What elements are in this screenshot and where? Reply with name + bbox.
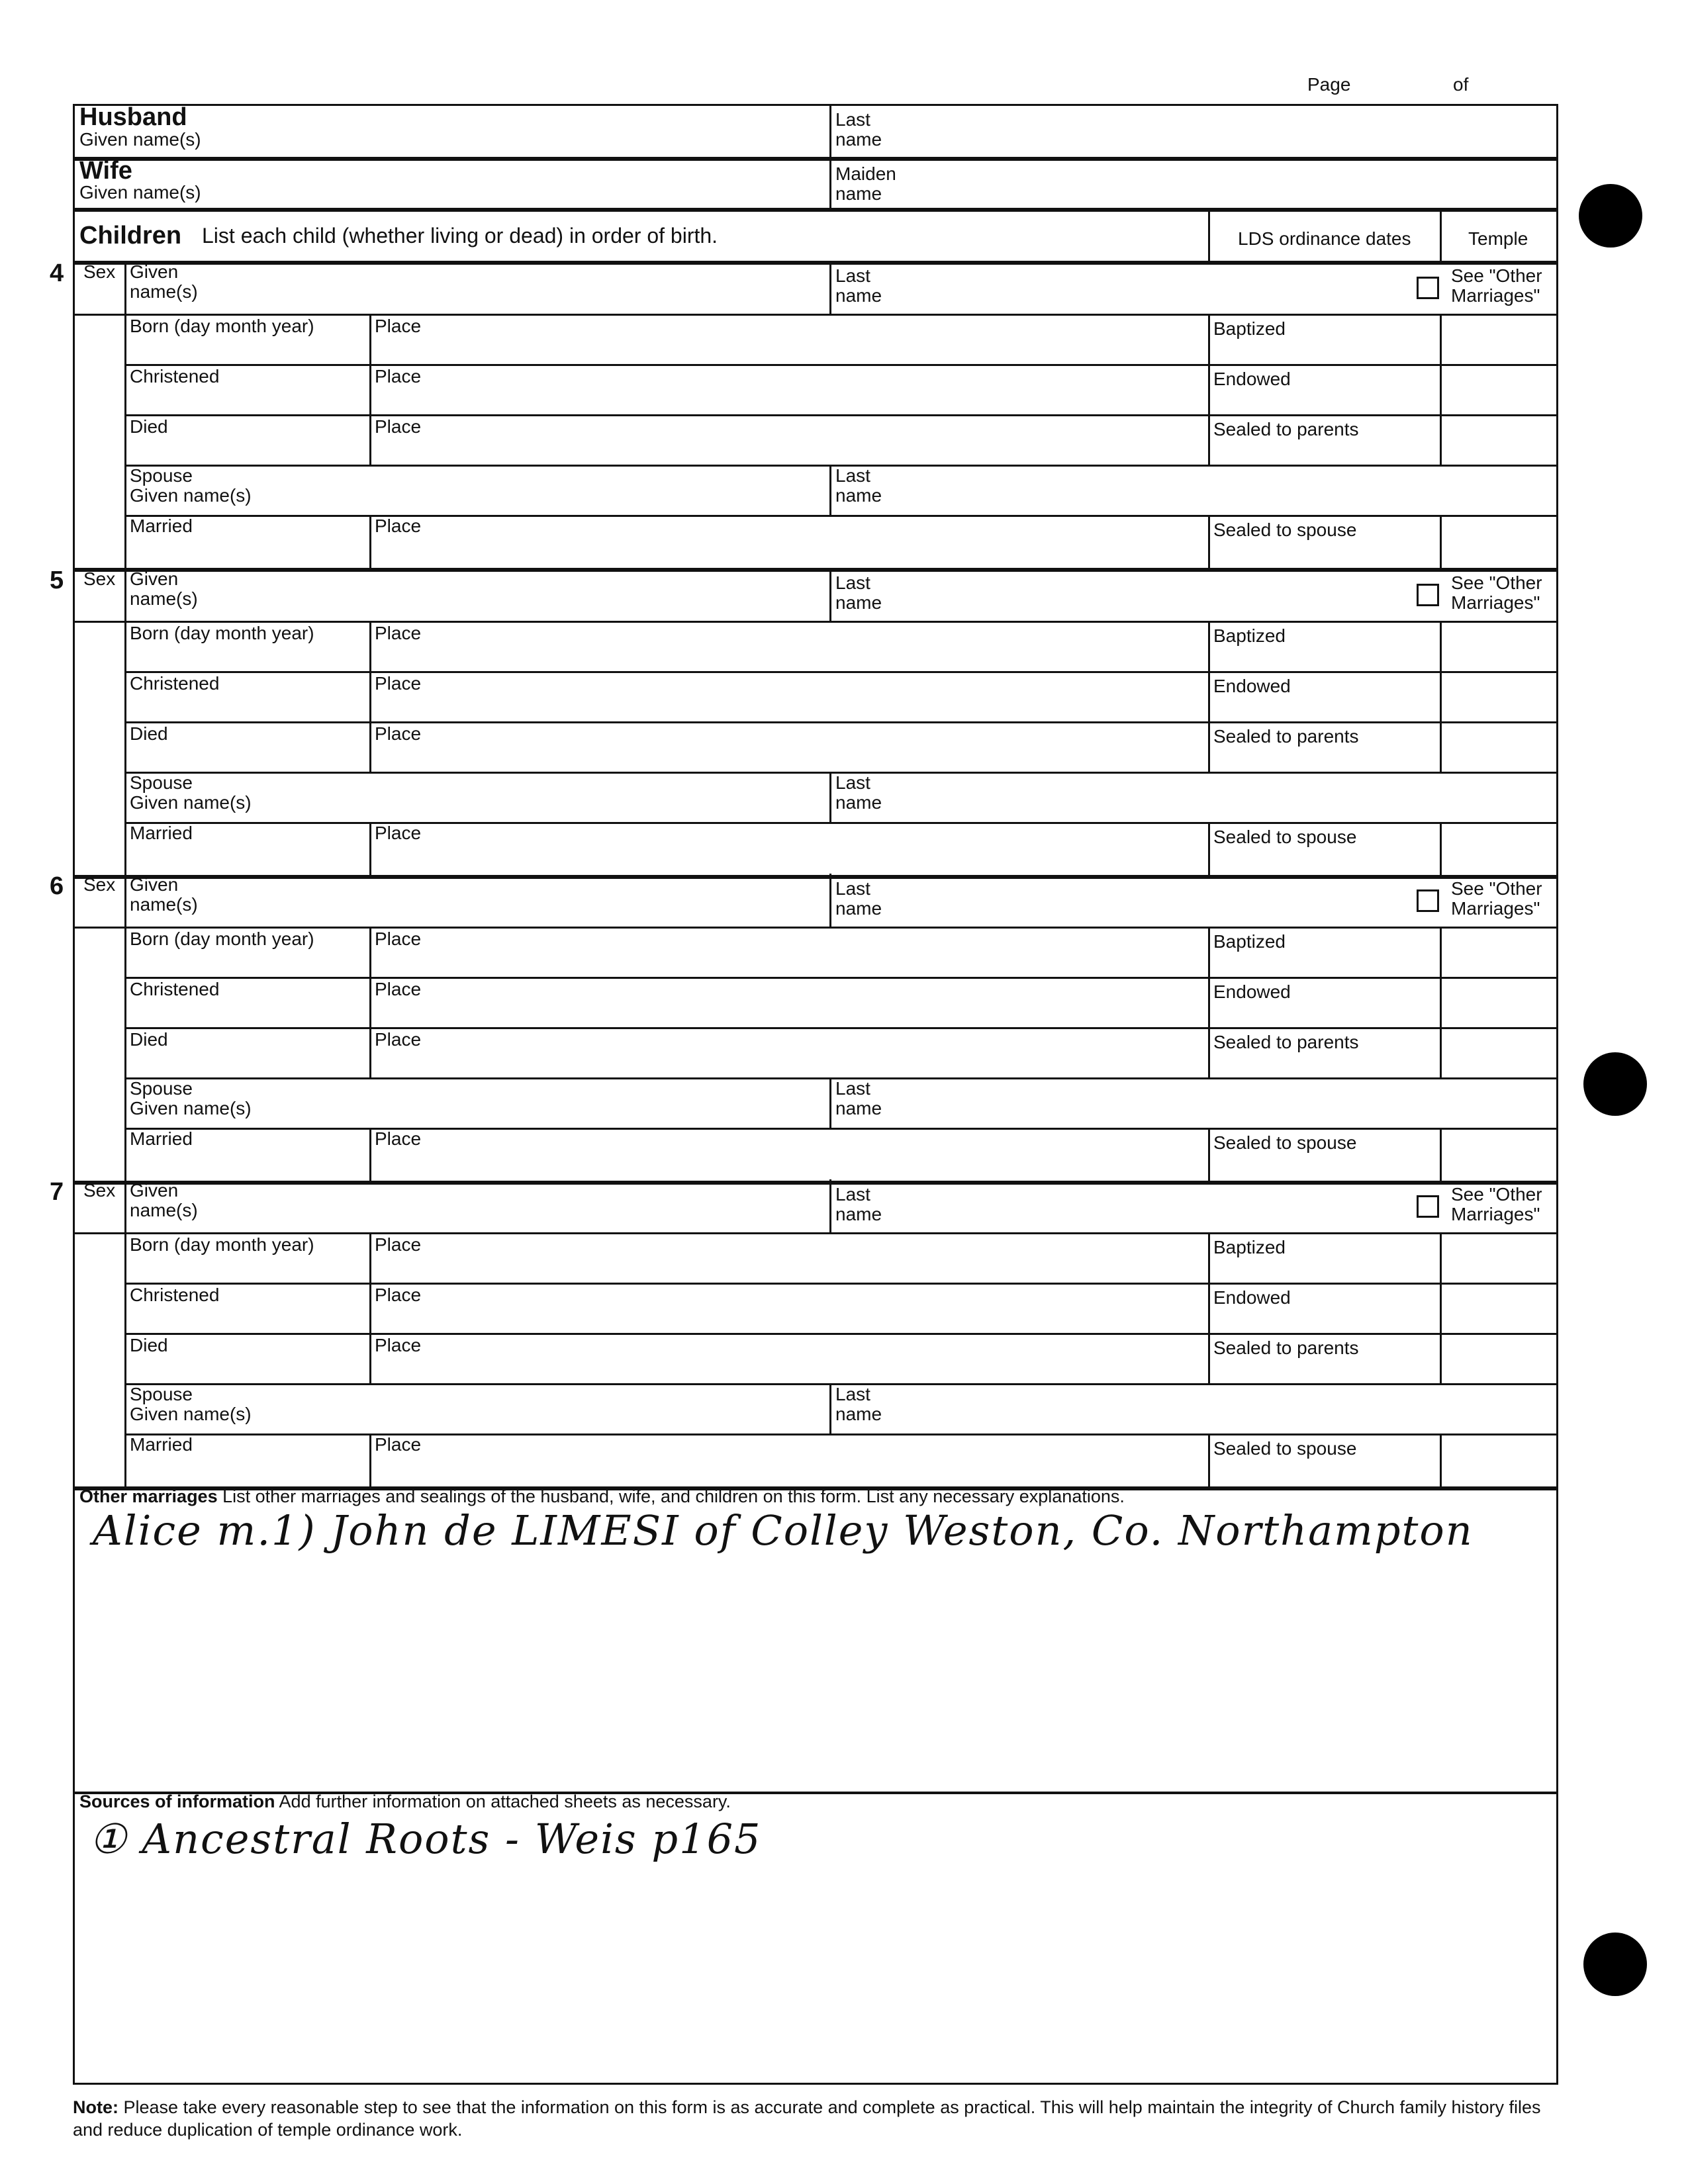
sources-header: [79, 1792, 731, 1811]
sex-column-line: [124, 568, 126, 875]
other-marriages-instruction: List other marriages and sealings of the husband, wife, and children on this form. List any necessary explanations.: [222, 1486, 1125, 1506]
sealed-to-parents-label: Sealed to parents: [1213, 1338, 1359, 1358]
endowed-label: Endowed: [1213, 981, 1291, 1002]
temple-divider: [1440, 314, 1442, 465]
row-line: [124, 822, 1558, 824]
husband-last-label: Last name: [835, 109, 882, 150]
christened-label: Christened: [130, 366, 220, 387]
spouse-given-label: Spouse Given name(s): [130, 1384, 252, 1424]
place-divider: [369, 314, 371, 465]
married-label: Married: [130, 1128, 193, 1149]
temple-divider: [1440, 1232, 1442, 1383]
place-label: Place: [375, 823, 422, 843]
child-number: 7: [50, 1178, 64, 1206]
sources-handwriting: ① Ancestral Roots - Weis p165: [89, 1815, 762, 1863]
other-marriages-header: [79, 1486, 1125, 1506]
other-marriages-handwriting: Alice m.1) John de LIMESI of Colley Weston, Co. Northampton: [93, 1506, 1474, 1555]
born-label: Born (day month year): [130, 623, 314, 643]
place-label: Place: [375, 929, 422, 949]
spouse-given-label: Spouse Given name(s): [130, 772, 252, 813]
sex-cell-line: [73, 927, 124, 929]
row-line: [124, 621, 1558, 623]
place-label: Place: [375, 1128, 422, 1149]
christened-label: Christened: [130, 1285, 220, 1305]
ordinance-divider: [1208, 1232, 1210, 1383]
married-place-divider: [369, 1433, 371, 1486]
last-name-label: Last name: [835, 878, 882, 919]
sex-label: Sex: [83, 874, 116, 895]
born-label: Born (day month year): [130, 929, 314, 949]
christened-label: Christened: [130, 673, 220, 694]
spouse-last-divider: [829, 772, 831, 822]
died-label: Died: [130, 1335, 168, 1355]
see-other-marriages-checkbox[interactable]: [1417, 1195, 1439, 1218]
ordinance-divider: [1208, 621, 1210, 772]
born-label: Born (day month year): [130, 316, 314, 336]
children-instruction: List each child (whether living or dead) in order of birth.: [202, 224, 718, 248]
place-label: Place: [375, 979, 422, 999]
row-line: [124, 364, 1558, 366]
see-other-marriages-checkbox[interactable]: [1417, 584, 1439, 606]
see-other-marriages-label: See "Other Marriages": [1451, 878, 1542, 919]
spouse-last-divider: [829, 465, 831, 515]
wife-title: Wife: [79, 157, 132, 185]
endowed-label: Endowed: [1213, 369, 1291, 389]
sealed-spouse-divider: [1208, 1128, 1210, 1181]
note-text: Please take every reasonable step to see that the information on this form is as accurate and complete as practical. This will help maintain the integrity of Church family history files and reduce duplication of temple ordinance work.: [73, 2097, 1541, 2140]
married-place-divider: [369, 515, 371, 568]
footer-note: [73, 2096, 1556, 2141]
spouse-last-label: Last name: [835, 772, 882, 813]
given-name-label: Given name(s): [130, 261, 198, 302]
spouse-last-divider: [829, 1383, 831, 1433]
place-label: Place: [375, 723, 422, 744]
married-label: Married: [130, 823, 193, 843]
see-other-marriages-label: See "Other Marriages": [1451, 572, 1542, 613]
last-name-divider: [829, 261, 831, 314]
place-label: Place: [375, 673, 422, 694]
spouse-last-label: Last name: [835, 465, 882, 506]
endowed-label: Endowed: [1213, 1287, 1291, 1308]
sealed-spouse-divider: [1208, 1433, 1210, 1486]
wife-given-label: Given name(s): [79, 182, 201, 203]
born-label: Born (day month year): [130, 1234, 314, 1255]
baptized-label: Baptized: [1213, 625, 1286, 646]
married-label: Married: [130, 516, 193, 536]
ordinance-divider: [1208, 314, 1210, 465]
sex-label: Sex: [83, 261, 116, 282]
sex-cell-line: [73, 314, 124, 316]
of-label: of: [1453, 74, 1469, 95]
wife-maiden-label: Maiden name: [835, 163, 896, 204]
binder-hole-middle: [1583, 1052, 1647, 1116]
sex-column-line: [124, 874, 126, 1181]
given-name-label: Given name(s): [130, 874, 198, 915]
last-name-divider: [829, 568, 831, 621]
place-label: Place: [375, 1234, 422, 1255]
row-line: [124, 1433, 1558, 1435]
row-line: [124, 515, 1558, 517]
row-line: [124, 1333, 1558, 1335]
row-line: [124, 1232, 1558, 1234]
given-name-label: Given name(s): [130, 569, 198, 609]
ordinance-divider: [1208, 927, 1210, 1077]
row-line: [124, 1283, 1558, 1285]
married-place-divider: [369, 822, 371, 875]
husband-title: Husband: [79, 103, 187, 131]
row-line: [124, 977, 1558, 979]
died-label: Died: [130, 416, 168, 437]
spouse-last-label: Last name: [835, 1078, 882, 1118]
endowed-label: Endowed: [1213, 676, 1291, 696]
baptized-label: Baptized: [1213, 318, 1286, 339]
other-marriages-title: Other marriages: [79, 1486, 218, 1506]
see-other-marriages-checkbox[interactable]: [1417, 277, 1439, 299]
spouse-last-label: Last name: [835, 1384, 882, 1424]
sealed-to-spouse-label: Sealed to spouse: [1213, 1438, 1357, 1459]
baptized-label: Baptized: [1213, 1237, 1286, 1257]
temple-label: Temple: [1468, 228, 1528, 249]
see-other-marriages-checkbox[interactable]: [1417, 889, 1439, 912]
temple-divider: [1440, 927, 1442, 1077]
died-label: Died: [130, 1029, 168, 1050]
sealed-to-spouse-label: Sealed to spouse: [1213, 1132, 1357, 1153]
place-label: Place: [375, 316, 422, 336]
place-divider: [369, 1232, 371, 1383]
sealed-to-spouse-label: Sealed to spouse: [1213, 520, 1357, 540]
row-line: [124, 1027, 1558, 1029]
given-name-label: Given name(s): [130, 1180, 198, 1220]
place-divider: [369, 621, 371, 772]
spouse-given-label: Spouse Given name(s): [130, 1078, 252, 1118]
sealed-to-parents-label: Sealed to parents: [1213, 419, 1359, 439]
place-label: Place: [375, 623, 422, 643]
sealed-spouse-temple-divider: [1440, 822, 1442, 875]
child-number: 5: [50, 567, 64, 594]
last-name-divider: [829, 874, 831, 927]
sex-cell-line: [73, 1232, 124, 1234]
row-line: [124, 1128, 1558, 1130]
child-number: 6: [50, 872, 64, 900]
married-place-divider: [369, 1128, 371, 1181]
lds-ordinance-label: LDS ordinance dates: [1238, 228, 1411, 249]
place-divider: [369, 927, 371, 1077]
place-label: Place: [375, 366, 422, 387]
christened-label: Christened: [130, 979, 220, 999]
row-line: [124, 927, 1558, 929]
sex-column-line: [124, 261, 126, 568]
sources-title: Sources of information: [79, 1792, 275, 1811]
temple-divider: [1440, 621, 1442, 772]
sealed-spouse-temple-divider: [1440, 515, 1442, 568]
baptized-label: Baptized: [1213, 931, 1286, 952]
child-number: 4: [50, 259, 64, 287]
row-line: [124, 314, 1558, 316]
row-line: [124, 671, 1558, 673]
sealed-to-parents-label: Sealed to parents: [1213, 726, 1359, 747]
row-line: [124, 414, 1558, 416]
see-other-marriages-label: See "Other Marriages": [1451, 1184, 1542, 1224]
binder-hole-bottom: [1583, 1933, 1647, 1996]
sources-instruction: Add further information on attached sheets as necessary.: [279, 1792, 731, 1811]
sex-cell-line: [73, 621, 124, 623]
sealed-spouse-temple-divider: [1440, 1128, 1442, 1181]
sealed-to-parents-label: Sealed to parents: [1213, 1032, 1359, 1052]
sex-column-line: [124, 1179, 126, 1486]
married-label: Married: [130, 1434, 193, 1455]
place-label: Place: [375, 1285, 422, 1305]
spouse-given-label: Spouse Given name(s): [130, 465, 252, 506]
place-label: Place: [375, 1434, 422, 1455]
place-label: Place: [375, 516, 422, 536]
last-name-label: Last name: [835, 265, 882, 306]
last-name-label: Last name: [835, 572, 882, 613]
sealed-to-spouse-label: Sealed to spouse: [1213, 827, 1357, 847]
place-label: Place: [375, 416, 422, 437]
place-label: Place: [375, 1029, 422, 1050]
died-label: Died: [130, 723, 168, 744]
children-title: Children: [79, 222, 182, 250]
last-name-label: Last name: [835, 1184, 882, 1224]
place-label: Place: [375, 1335, 422, 1355]
sealed-spouse-divider: [1208, 822, 1210, 875]
sealed-spouse-divider: [1208, 515, 1210, 568]
sex-label: Sex: [83, 569, 116, 589]
husband-given-label: Given name(s): [79, 129, 201, 150]
last-name-divider: [829, 1179, 831, 1232]
note-title: Note:: [73, 2097, 118, 2117]
see-other-marriages-label: See "Other Marriages": [1451, 265, 1542, 306]
binder-hole-top: [1579, 184, 1642, 248]
row-line: [124, 721, 1558, 723]
page-label: Page: [1307, 74, 1351, 95]
spouse-last-divider: [829, 1077, 831, 1128]
sex-label: Sex: [83, 1180, 116, 1201]
sealed-spouse-temple-divider: [1440, 1433, 1442, 1486]
